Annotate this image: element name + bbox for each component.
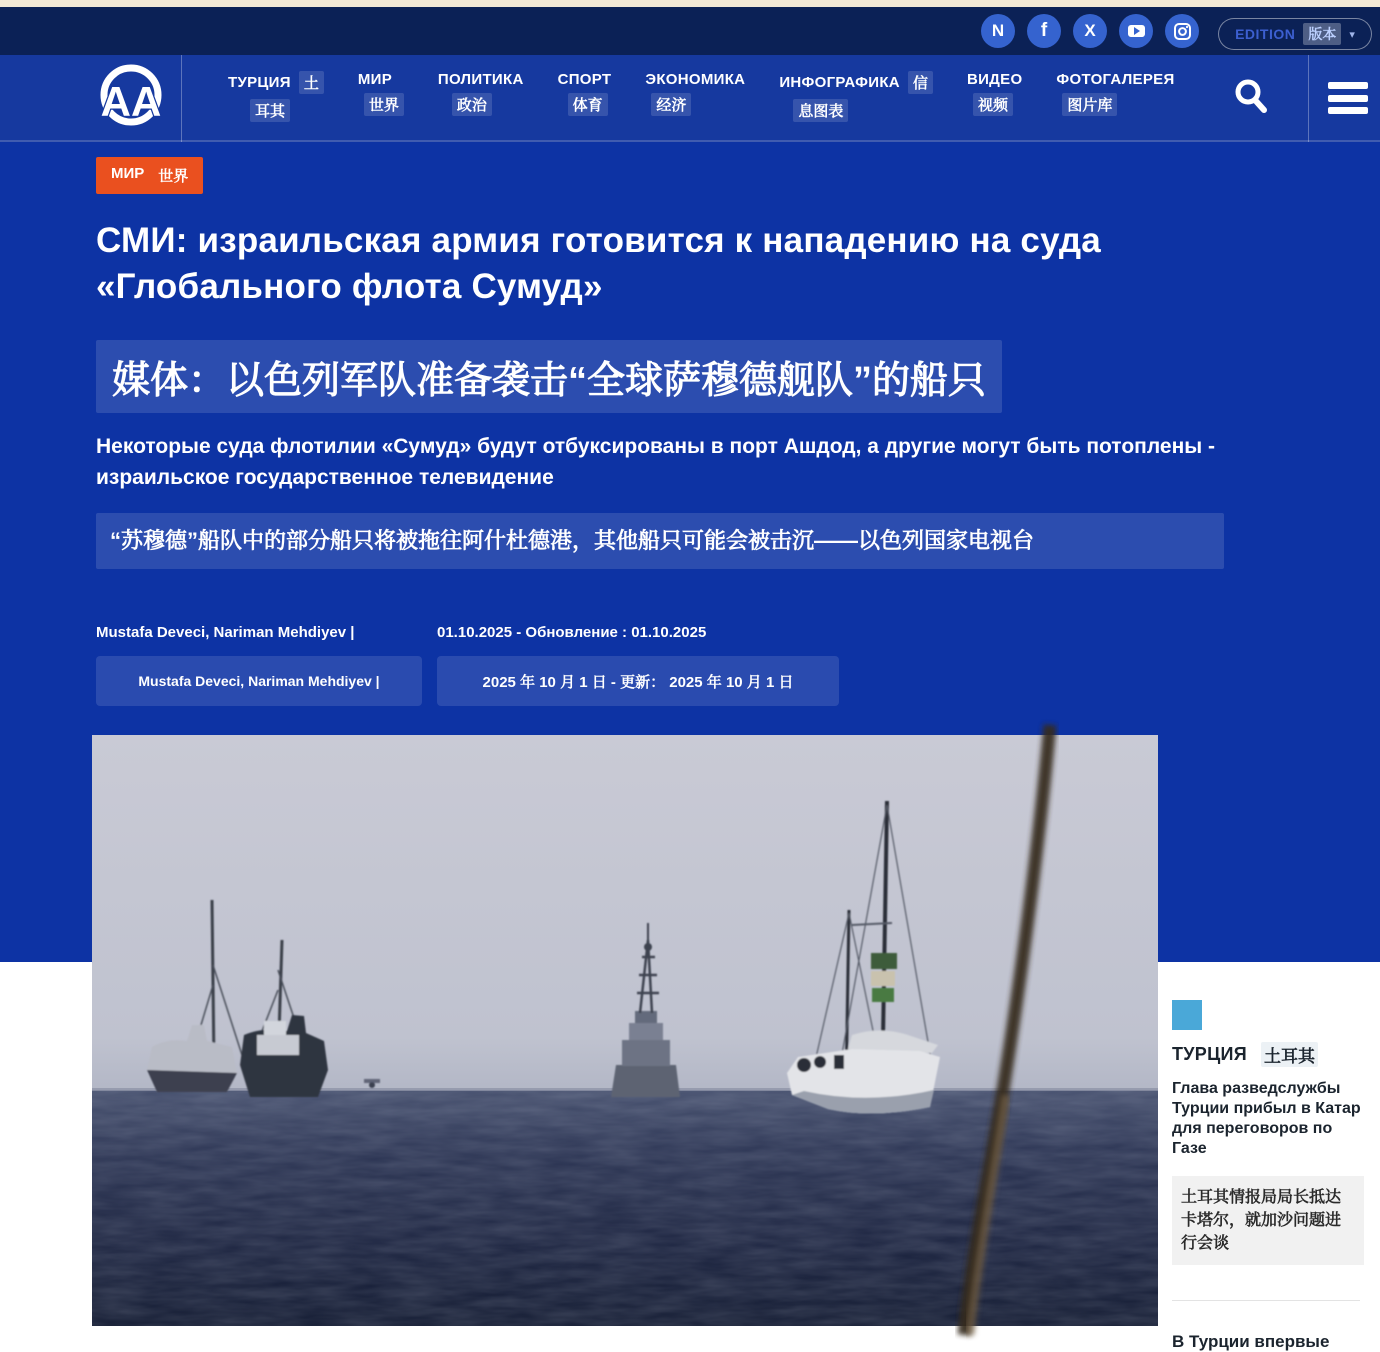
- nav-item-turkey[interactable]: ТУРЦИЯ 土 耳其: [228, 71, 324, 122]
- sidebar-story-title-ru[interactable]: Глава разведслужбы Турции прибыл в Катар для переговоров по Газе: [1172, 1080, 1361, 1157]
- sidebar-section-turkey[interactable]: ТУРЦИЯ 土耳其: [1172, 1042, 1364, 1067]
- article-date-cn: 2025 年 10 月 1 日 - 更新： 2025 年 10 月 1 日: [437, 656, 839, 706]
- article-date-ru: 01.10.2025 - Обновление : 01.10.2025: [437, 624, 707, 641]
- article-subtitle-cn: “苏穆德”船队中的部分船只将被拖往阿什杜德港，其他船只可能会被击沉——以色列国家电视台: [96, 513, 1224, 569]
- nav-item-sport[interactable]: СПОРТ 体育: [557, 71, 612, 114]
- nav-item-world[interactable]: МИР 世界: [358, 71, 404, 122]
- edition-selector[interactable]: [1218, 18, 1372, 50]
- article-title-cn: 媒体：以色列军队准备袭击“全球萨穆德舰队”的船只: [96, 340, 1002, 413]
- article-authors-ru: Mustafa Deveci, Nariman Mehdiyev |: [96, 624, 355, 641]
- youtube-icon[interactable]: [1119, 14, 1153, 48]
- article-title-ru: СМИ: израильская армия готовится к нападению на суда «Глобального флота Сумуд»: [96, 221, 1101, 306]
- sidebar-story2-title-ru[interactable]: В Турции впервые: [1172, 1332, 1330, 1351]
- photo-illustration: [92, 735, 1158, 1326]
- search-icon[interactable]: [1233, 78, 1269, 118]
- article-photo: [92, 735, 1158, 1326]
- story-thumbnail[interactable]: [1172, 1000, 1202, 1030]
- article-subtitle-ru: Некоторые суда флотилии «Сумуд» будут отбуксированы в порт Ашдод, а другие могут быть потоплены - израильское государственное телевидение: [96, 435, 1216, 489]
- aa-logo[interactable]: [96, 63, 166, 135]
- page-top-strip: [0, 0, 1380, 7]
- nav-item-photo-gallery[interactable]: ФОТОГАЛЕРЕЯ 图片库: [1056, 71, 1175, 114]
- chevron-down-icon: ▾: [1349, 28, 1355, 41]
- nav-item-economy[interactable]: ЭКОНОМИКА 经济: [645, 71, 746, 114]
- x-twitter-icon[interactable]: X: [1073, 14, 1107, 48]
- site-header: [0, 55, 1380, 142]
- sidebar-story-title-cn[interactable]: 土耳其情报局局长抵达卡塔尔，就加沙问题进行会谈: [1172, 1176, 1364, 1265]
- nav-item-politics[interactable]: ПОЛИТИКА 政治: [437, 71, 524, 114]
- category-badge[interactable]: МИР 世界: [96, 157, 203, 194]
- header-divider: [1308, 55, 1309, 142]
- svg-text:AA: AA: [100, 78, 162, 125]
- main-nav: [228, 71, 1175, 122]
- edition-label-cn: 版本: [1303, 23, 1341, 45]
- topbar: [0, 7, 1380, 55]
- header-divider: [181, 55, 182, 142]
- article-authors-cn: Mustafa Deveci, Nariman Mehdiyev |: [96, 656, 422, 706]
- n-app-icon[interactable]: N: [981, 14, 1015, 48]
- nav-item-infographics[interactable]: ИНФОГРАФИКА 信 息图表: [779, 71, 933, 122]
- sidebar-divider: [1172, 1300, 1360, 1301]
- sidebar: [1172, 1000, 1364, 1352]
- menu-icon[interactable]: [1328, 82, 1368, 114]
- instagram-icon[interactable]: [1165, 14, 1199, 48]
- facebook-icon[interactable]: f: [1027, 14, 1061, 48]
- social-links: [981, 14, 1199, 48]
- nav-item-video[interactable]: ВИДЕО 视频: [966, 71, 1023, 114]
- edition-label: EDITION: [1235, 26, 1296, 42]
